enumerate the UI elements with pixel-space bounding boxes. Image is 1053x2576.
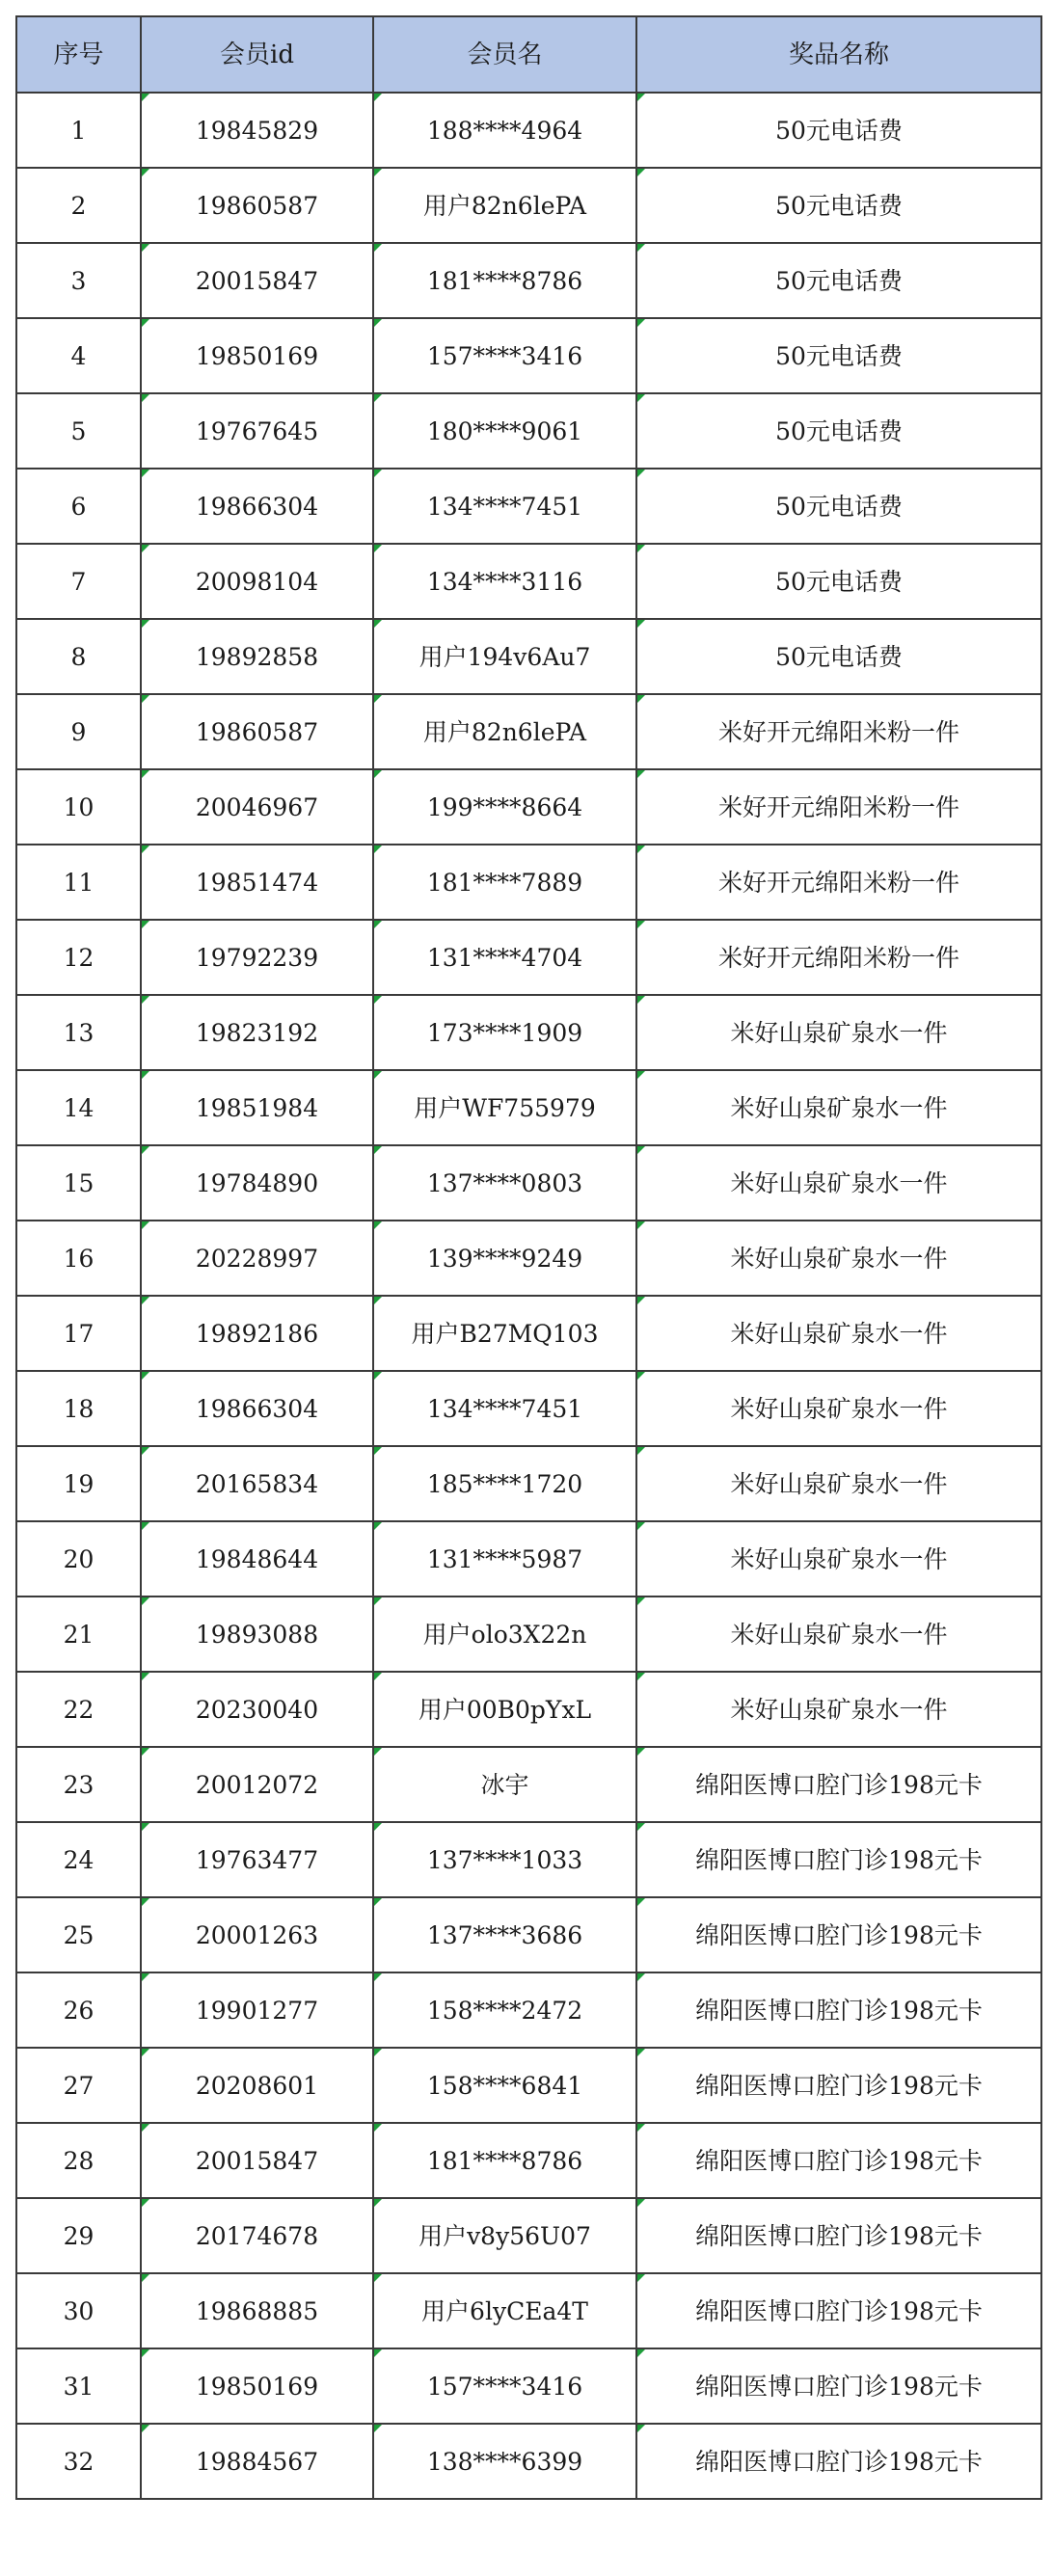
cell-member-name: 用户B27MQ103	[373, 1296, 636, 1371]
cell-prize-name: 50元电话费	[636, 168, 1041, 243]
cell-seq: 7	[16, 544, 141, 619]
cell-seq: 18	[16, 1371, 141, 1446]
cell-member-id: 20012072	[141, 1747, 373, 1822]
cell-member-id: 20015847	[141, 243, 373, 318]
table-row	[16, 769, 1041, 845]
cell-member-id: 20174678	[141, 2198, 373, 2273]
cell-member-id: 19850169	[141, 318, 373, 393]
cell-member-name: 181****8786	[373, 243, 636, 318]
header-member-id: 会员id	[141, 16, 373, 93]
header-row	[16, 16, 1041, 93]
cell-seq: 19	[16, 1446, 141, 1521]
header-prize-name: 奖品名称	[636, 16, 1041, 93]
cell-member-id: 20001263	[141, 1897, 373, 1972]
cell-seq: 25	[16, 1897, 141, 1972]
table-row	[16, 2198, 1041, 2273]
cell-prize-name: 米好山泉矿泉水一件	[636, 1521, 1041, 1597]
cell-seq: 32	[16, 2424, 141, 2499]
cell-member-name: 185****1720	[373, 1446, 636, 1521]
cell-seq: 3	[16, 243, 141, 318]
cell-member-id: 19850169	[141, 2348, 373, 2424]
cell-prize-name: 50元电话费	[636, 393, 1041, 469]
table-row	[16, 544, 1041, 619]
cell-member-name: 173****1909	[373, 995, 636, 1070]
cell-seq: 26	[16, 1972, 141, 2048]
cell-member-name: 139****9249	[373, 1221, 636, 1296]
table-row	[16, 920, 1041, 995]
cell-prize-name: 米好开元绵阳米粉一件	[636, 769, 1041, 845]
header-seq: 序号	[16, 16, 141, 93]
cell-member-name: 131****5987	[373, 1521, 636, 1597]
cell-seq: 13	[16, 995, 141, 1070]
table-row	[16, 1597, 1041, 1672]
cell-member-name: 用户6lyCEa4T	[373, 2273, 636, 2348]
table-row	[16, 694, 1041, 769]
cell-member-id: 20230040	[141, 1672, 373, 1747]
cell-seq: 6	[16, 469, 141, 544]
table-row	[16, 93, 1041, 168]
table-row	[16, 243, 1041, 318]
cell-prize-name: 米好山泉矿泉水一件	[636, 1070, 1041, 1145]
cell-member-id: 19892858	[141, 619, 373, 694]
cell-prize-name: 米好山泉矿泉水一件	[636, 1446, 1041, 1521]
cell-member-name: 用户00B0pYxL	[373, 1672, 636, 1747]
cell-member-id: 20046967	[141, 769, 373, 845]
table-row	[16, 1446, 1041, 1521]
cell-prize-name: 米好山泉矿泉水一件	[636, 1296, 1041, 1371]
cell-prize-name: 50元电话费	[636, 469, 1041, 544]
table-row	[16, 1070, 1041, 1145]
cell-member-name: 138****6399	[373, 2424, 636, 2499]
cell-member-name: 用户WF755979	[373, 1070, 636, 1145]
cell-seq: 12	[16, 920, 141, 995]
cell-member-name: 158****2472	[373, 1972, 636, 2048]
cell-member-id: 19884567	[141, 2424, 373, 2499]
table-body	[16, 93, 1041, 2499]
cell-member-id: 19866304	[141, 1371, 373, 1446]
winners-table	[15, 15, 1042, 2500]
cell-seq: 20	[16, 1521, 141, 1597]
cell-seq: 9	[16, 694, 141, 769]
cell-member-id: 20098104	[141, 544, 373, 619]
cell-seq: 24	[16, 1822, 141, 1897]
cell-seq: 10	[16, 769, 141, 845]
cell-member-name: 134****3116	[373, 544, 636, 619]
cell-member-id: 19893088	[141, 1597, 373, 1672]
cell-member-id: 19892186	[141, 1296, 373, 1371]
cell-member-id: 20228997	[141, 1221, 373, 1296]
cell-prize-name: 50元电话费	[636, 243, 1041, 318]
cell-member-id: 20165834	[141, 1446, 373, 1521]
cell-member-id: 19901277	[141, 1972, 373, 2048]
cell-member-id: 19792239	[141, 920, 373, 995]
cell-member-name: 用户v8y56U07	[373, 2198, 636, 2273]
cell-prize-name: 米好山泉矿泉水一件	[636, 995, 1041, 1070]
cell-member-id: 19866304	[141, 469, 373, 544]
cell-prize-name: 绵阳医博口腔门诊198元卡	[636, 2273, 1041, 2348]
table-row	[16, 2424, 1041, 2499]
table-row	[16, 2348, 1041, 2424]
cell-member-id: 19845829	[141, 93, 373, 168]
cell-prize-name: 绵阳医博口腔门诊198元卡	[636, 1822, 1041, 1897]
cell-prize-name: 绵阳医博口腔门诊198元卡	[636, 1747, 1041, 1822]
cell-seq: 21	[16, 1597, 141, 1672]
table-row	[16, 995, 1041, 1070]
cell-member-id: 19860587	[141, 168, 373, 243]
cell-member-name: 157****3416	[373, 2348, 636, 2424]
cell-prize-name: 50元电话费	[636, 93, 1041, 168]
cell-member-name: 188****4964	[373, 93, 636, 168]
table-row	[16, 1296, 1041, 1371]
cell-member-name: 131****4704	[373, 920, 636, 995]
cell-prize-name: 50元电话费	[636, 318, 1041, 393]
table-row	[16, 1822, 1041, 1897]
table-row	[16, 1672, 1041, 1747]
cell-member-id: 19763477	[141, 1822, 373, 1897]
cell-member-id: 19868885	[141, 2273, 373, 2348]
cell-member-name: 181****7889	[373, 845, 636, 920]
cell-prize-name: 米好山泉矿泉水一件	[636, 1597, 1041, 1672]
cell-prize-name: 绵阳医博口腔门诊198元卡	[636, 2048, 1041, 2123]
table-header	[16, 16, 1041, 93]
cell-prize-name: 米好开元绵阳米粉一件	[636, 694, 1041, 769]
cell-seq: 2	[16, 168, 141, 243]
cell-member-name: 157****3416	[373, 318, 636, 393]
cell-seq: 29	[16, 2198, 141, 2273]
table-row	[16, 1897, 1041, 1972]
table-row	[16, 2123, 1041, 2198]
cell-prize-name: 米好山泉矿泉水一件	[636, 1145, 1041, 1221]
cell-member-id: 19848644	[141, 1521, 373, 1597]
cell-seq: 15	[16, 1145, 141, 1221]
cell-prize-name: 绵阳医博口腔门诊198元卡	[636, 1972, 1041, 2048]
cell-member-id: 19823192	[141, 995, 373, 1070]
table-row	[16, 1521, 1041, 1597]
cell-seq: 31	[16, 2348, 141, 2424]
cell-seq: 17	[16, 1296, 141, 1371]
cell-member-name: 137****1033	[373, 1822, 636, 1897]
table-row	[16, 845, 1041, 920]
table-row	[16, 1371, 1041, 1446]
cell-member-name: 137****3686	[373, 1897, 636, 1972]
cell-member-name: 134****7451	[373, 469, 636, 544]
cell-seq: 14	[16, 1070, 141, 1145]
table-row	[16, 393, 1041, 469]
cell-member-name: 181****8786	[373, 2123, 636, 2198]
cell-seq: 16	[16, 1221, 141, 1296]
table-row	[16, 1145, 1041, 1221]
cell-member-name: 用户olo3X22n	[373, 1597, 636, 1672]
cell-member-name: 用户82n6lePA	[373, 694, 636, 769]
cell-prize-name: 米好开元绵阳米粉一件	[636, 920, 1041, 995]
cell-member-id: 19767645	[141, 393, 373, 469]
cell-prize-name: 50元电话费	[636, 619, 1041, 694]
cell-prize-name: 米好山泉矿泉水一件	[636, 1371, 1041, 1446]
cell-member-name: 用户194v6Au7	[373, 619, 636, 694]
cell-seq: 5	[16, 393, 141, 469]
header-member-name: 会员名	[373, 16, 636, 93]
cell-seq: 27	[16, 2048, 141, 2123]
cell-seq: 11	[16, 845, 141, 920]
cell-seq: 4	[16, 318, 141, 393]
cell-seq: 23	[16, 1747, 141, 1822]
table-row	[16, 2273, 1041, 2348]
cell-member-id: 19851984	[141, 1070, 373, 1145]
table-row	[16, 1972, 1041, 2048]
cell-member-id: 20015847	[141, 2123, 373, 2198]
cell-member-name: 180****9061	[373, 393, 636, 469]
cell-member-id: 20208601	[141, 2048, 373, 2123]
cell-prize-name: 米好开元绵阳米粉一件	[636, 845, 1041, 920]
cell-prize-name: 绵阳医博口腔门诊198元卡	[636, 2198, 1041, 2273]
cell-member-name: 137****0803	[373, 1145, 636, 1221]
cell-member-name: 158****6841	[373, 2048, 636, 2123]
cell-seq: 1	[16, 93, 141, 168]
cell-prize-name: 绵阳医博口腔门诊198元卡	[636, 2424, 1041, 2499]
cell-prize-name: 米好山泉矿泉水一件	[636, 1221, 1041, 1296]
cell-member-id: 19860587	[141, 694, 373, 769]
table-row	[16, 2048, 1041, 2123]
cell-prize-name: 米好山泉矿泉水一件	[636, 1672, 1041, 1747]
cell-seq: 8	[16, 619, 141, 694]
table-row	[16, 318, 1041, 393]
cell-seq: 22	[16, 1672, 141, 1747]
cell-prize-name: 绵阳医博口腔门诊198元卡	[636, 2123, 1041, 2198]
cell-member-id: 19784890	[141, 1145, 373, 1221]
table-row	[16, 619, 1041, 694]
cell-prize-name: 绵阳医博口腔门诊198元卡	[636, 2348, 1041, 2424]
cell-member-id: 19851474	[141, 845, 373, 920]
cell-member-name: 134****7451	[373, 1371, 636, 1446]
cell-member-name: 199****8664	[373, 769, 636, 845]
cell-seq: 28	[16, 2123, 141, 2198]
table-row	[16, 1221, 1041, 1296]
table-row	[16, 469, 1041, 544]
cell-seq: 30	[16, 2273, 141, 2348]
cell-prize-name: 绵阳医博口腔门诊198元卡	[636, 1897, 1041, 1972]
table-row	[16, 168, 1041, 243]
table-row	[16, 1747, 1041, 1822]
cell-member-name: 用户82n6lePA	[373, 168, 636, 243]
cell-member-name: 冰宇	[373, 1747, 636, 1822]
cell-prize-name: 50元电话费	[636, 544, 1041, 619]
